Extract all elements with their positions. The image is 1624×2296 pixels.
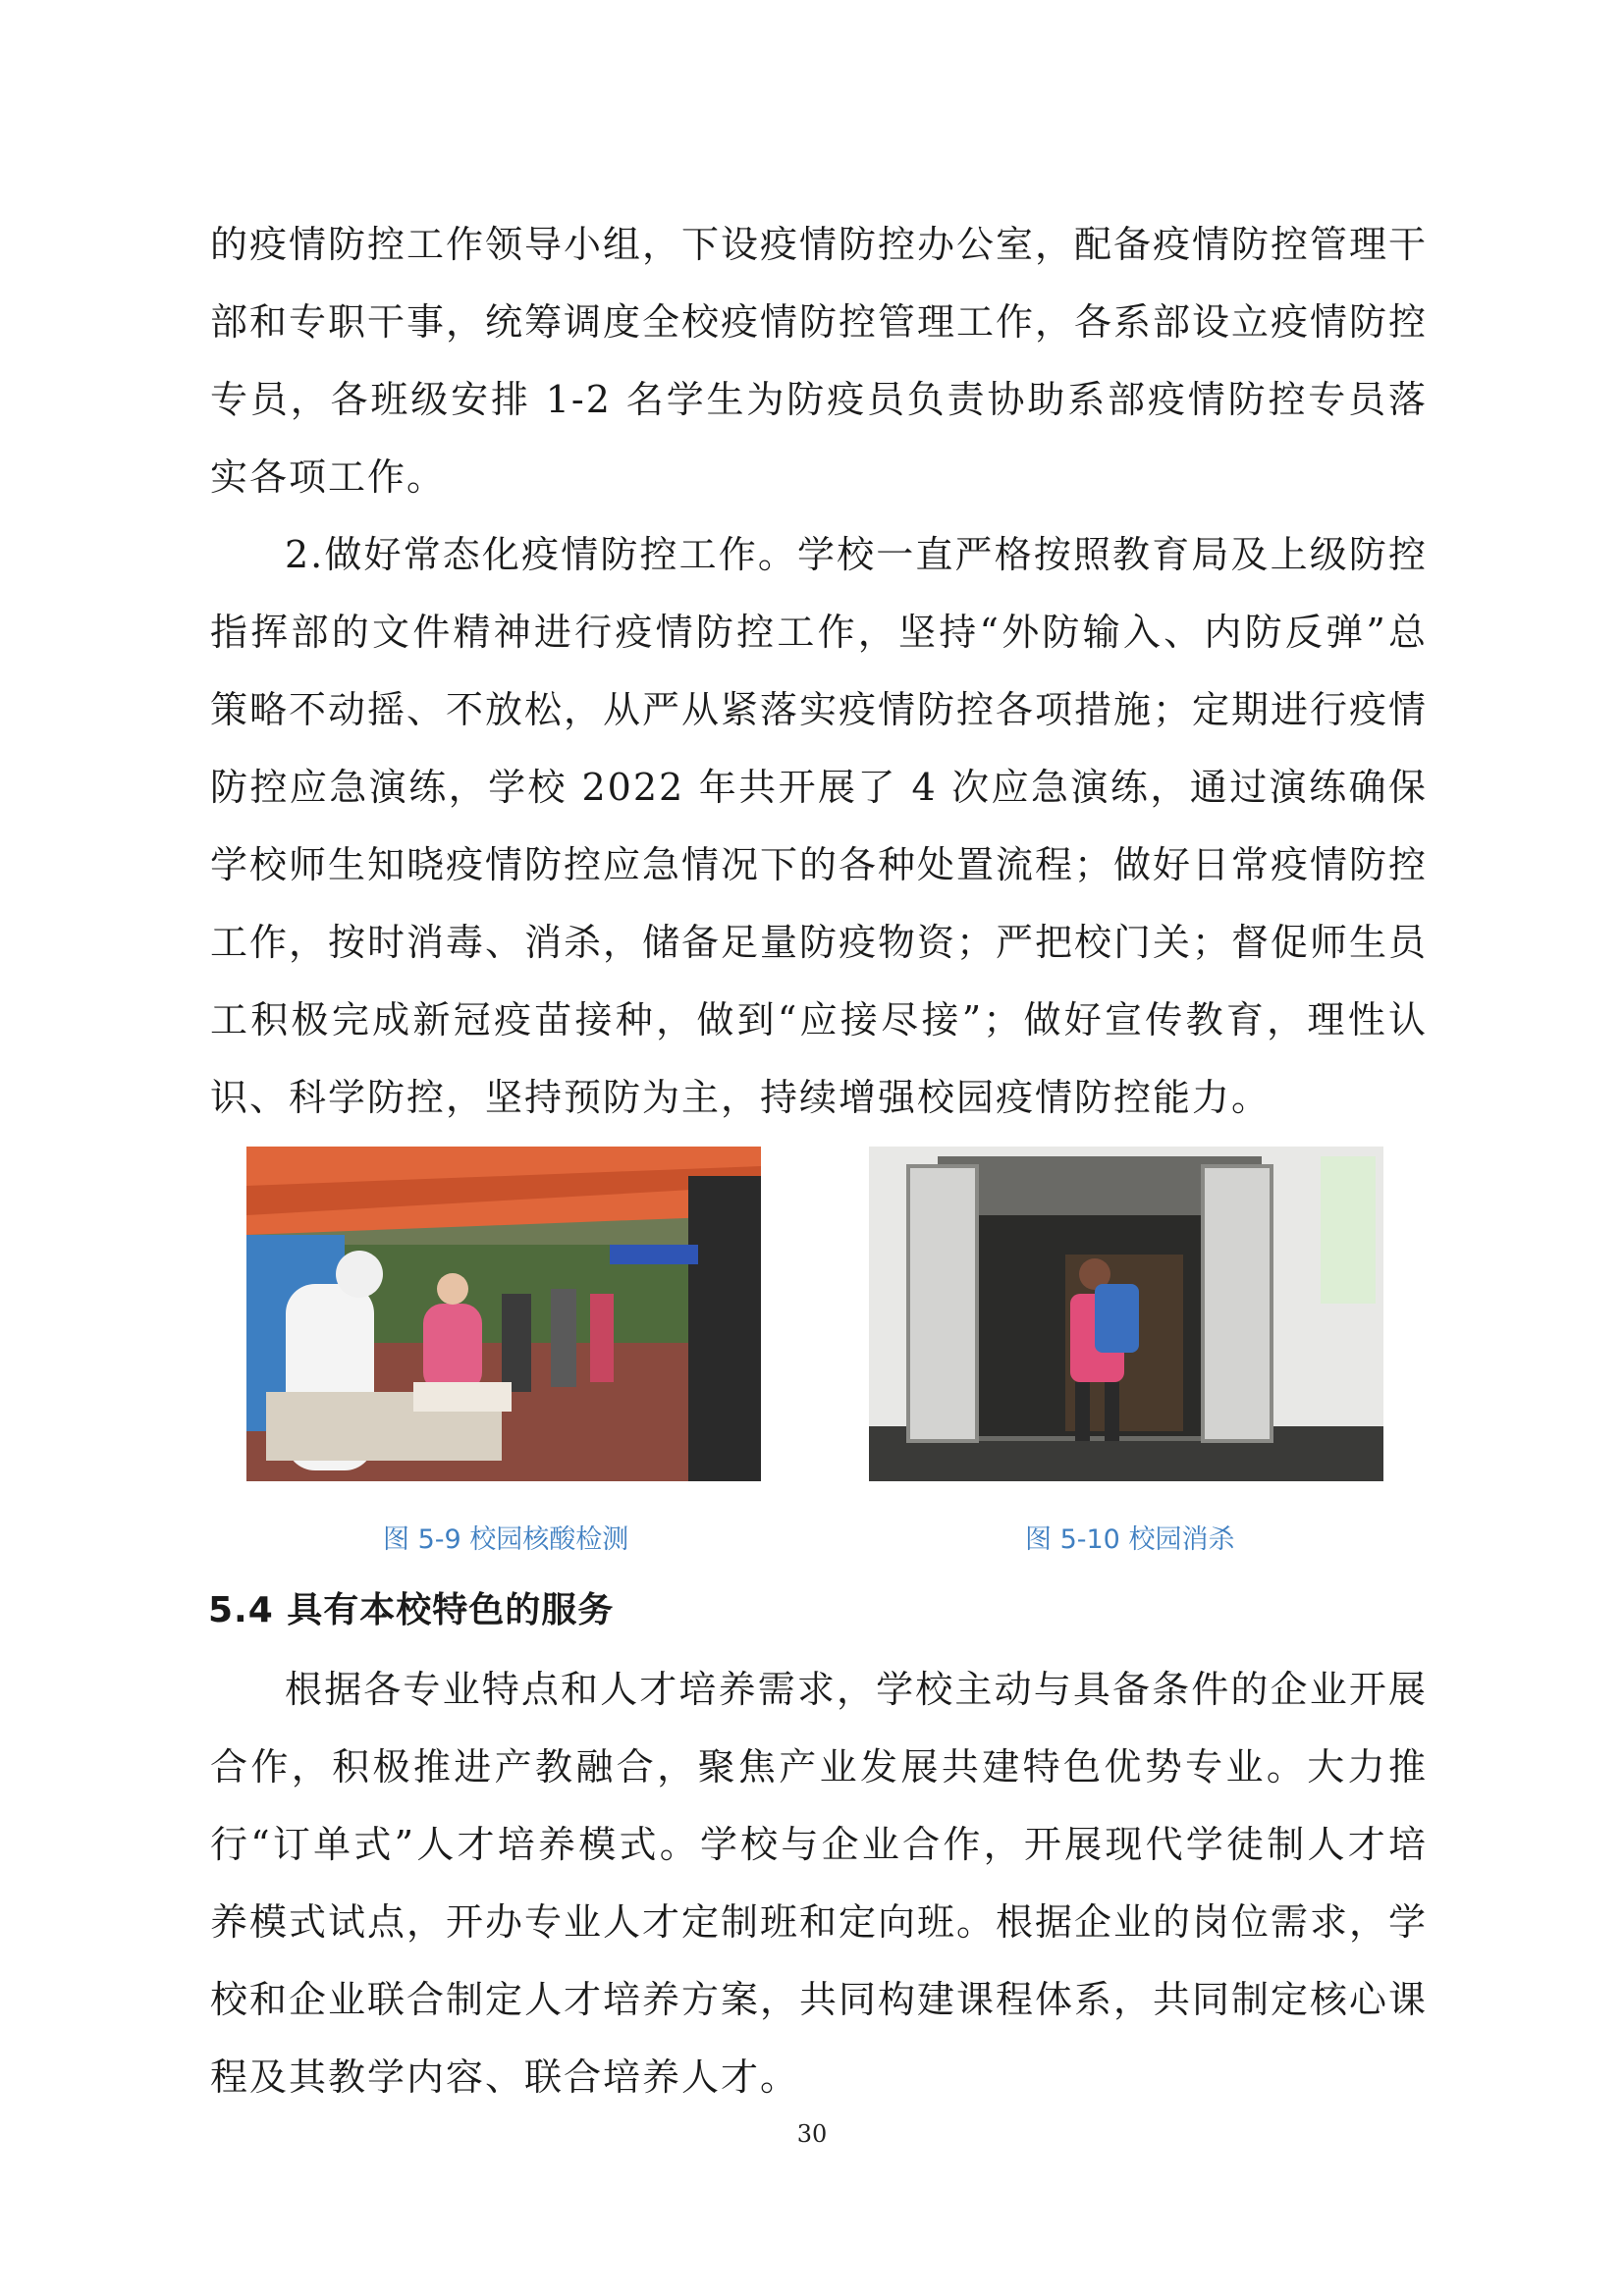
figure-caption-5-10: 图 5-10 校园消杀 [1025, 1524, 1235, 1555]
page-number: 30 [796, 2120, 828, 2148]
paragraph-school-enterprise-cooperation: 根据各专业特点和人才培养需求，学校主动与具备条件的企业开展合作，积极推进产教融合，聚焦产业发展共建特色优势专业。大力推行“订单式”人才培养模式。学校与企业合作，开展现代学徒制人才培养模式试点，开办专业人才定制班和定向班。根据企业的岗位需求，学校和企业联合制定人才培养方案，共同构建课程体系，共同制定核心课程及其教学内容、联合培养人才。 [210, 1668, 1429, 2099]
paragraph-leadership: 的疫情防控工作领导小组，下设疫情防控办公室，配备疫情防控管理干部和专职干事，统筹调度全校疫情防控管理工作，各系部设立疫情防控专员，各班级安排 1-2 名学生为防疫员负责协助系部疫情防控专员落实各项工作。 [210, 223, 1429, 499]
photo-nucleic-acid-testing [246, 1147, 761, 1481]
photo-campus-disinfection [869, 1147, 1383, 1481]
section-heading: 5.4 具有本校特色的服务 [208, 1590, 615, 1630]
figure-caption-5-9: 图 5-9 校园核酸检测 [383, 1524, 629, 1555]
paragraph-epidemic-control: 2.做好常态化疫情防控工作。学校一直严格按照教育局及上级防控指挥部的文件精神进行疫情防控工作，坚持“外防输入、内防反弹”总策略不动摇、不放松，从严从紧落实疫情防控各项措施；定期进行疫情防控应急演练，学校 2022 年共开展了 4 次应急演练，通过演练确保学校师生知晓疫情防控应急情况下的各种处置流程；做好日常疫情防控工作，按时消毒、消杀，储备足量防疫物资；严把校门关；督促师生员工积极完成新冠疫苗接种，做到“应接尽接”；做好宣传教育，理性认识、科学防控，坚持预防为主，持续增强校园疫情防控能力。 [210, 533, 1429, 1119]
